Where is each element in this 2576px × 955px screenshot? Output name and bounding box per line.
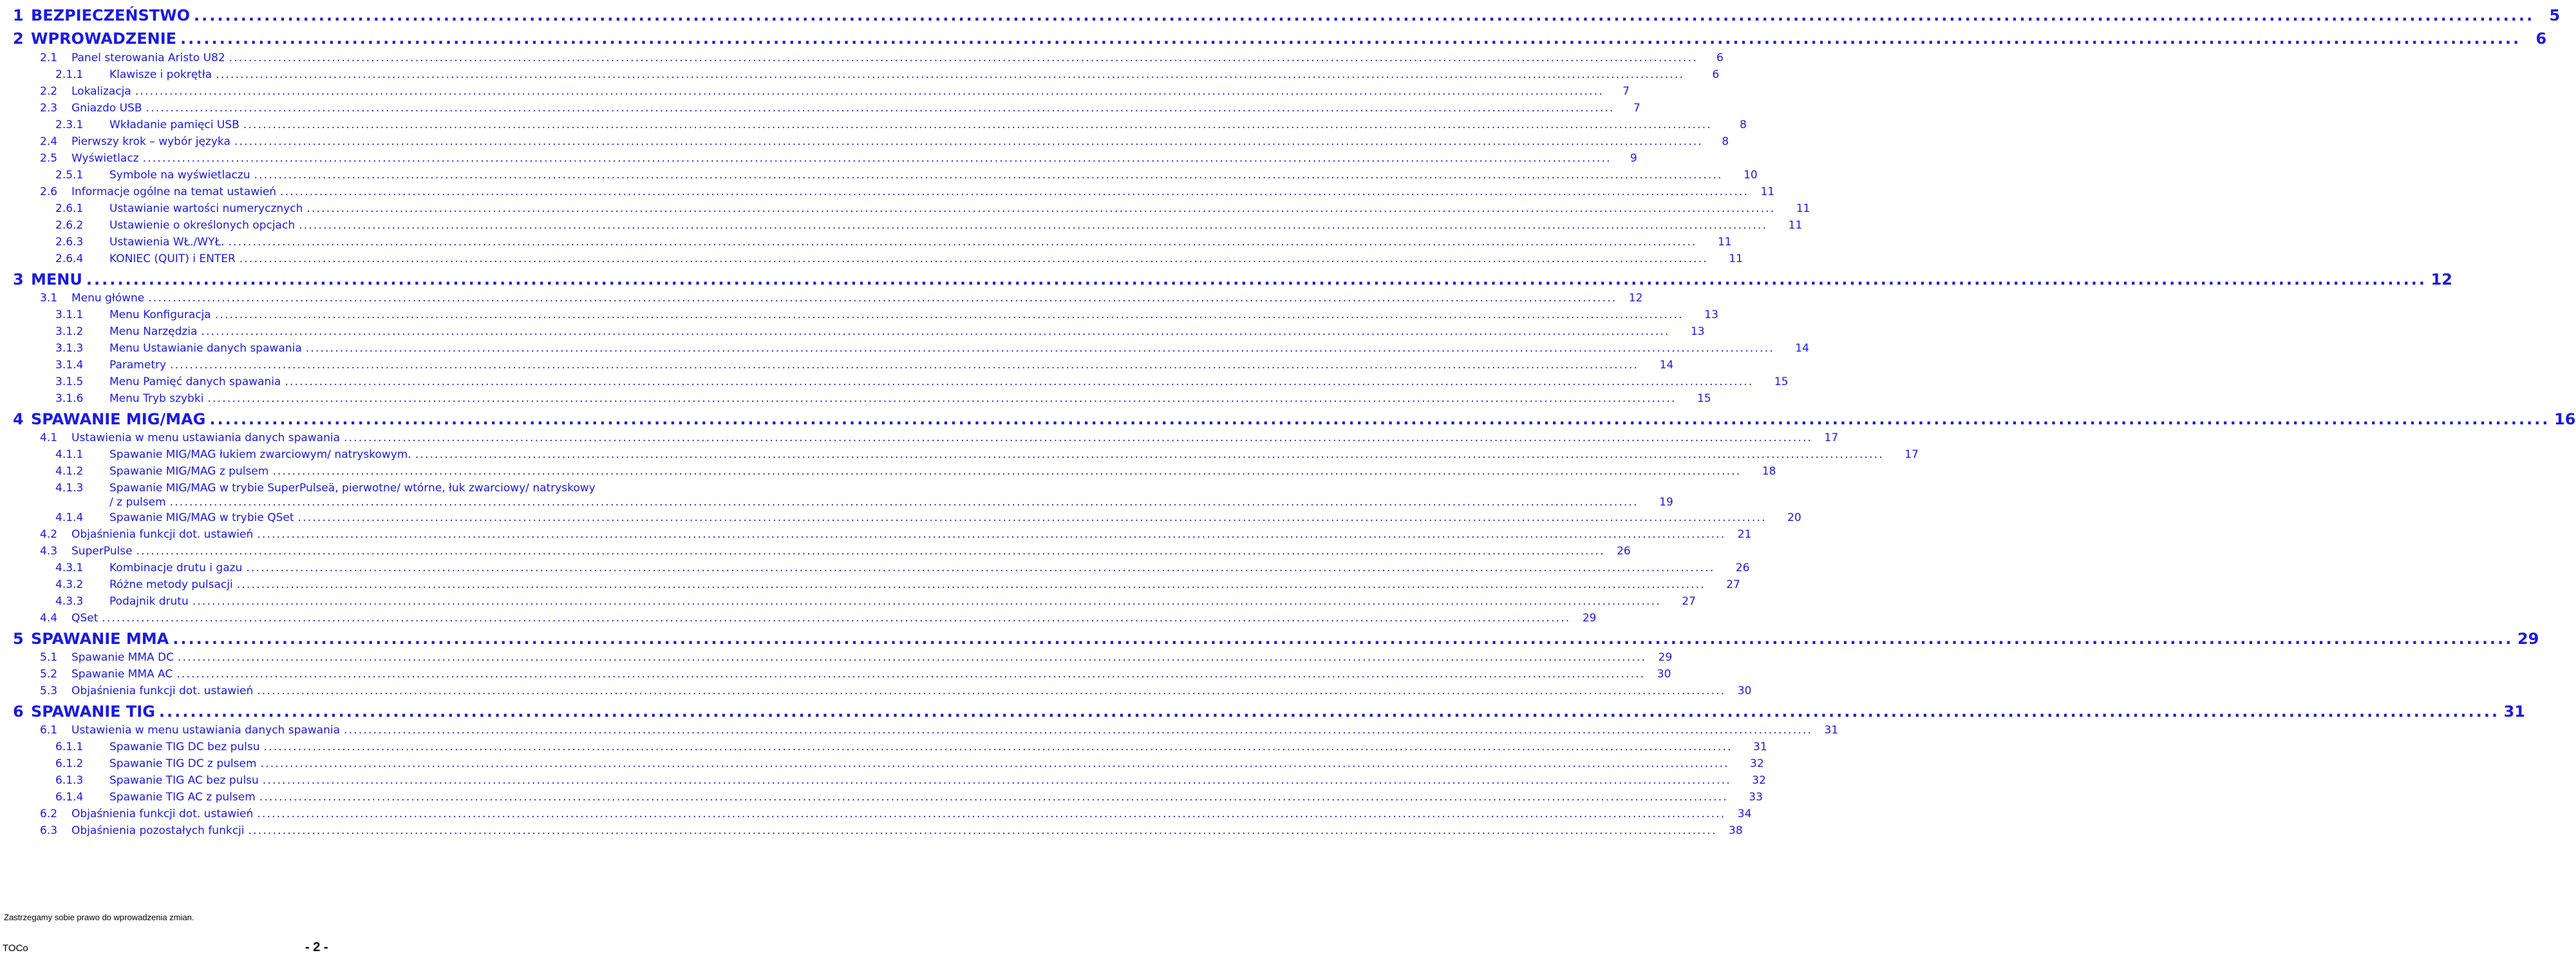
toc-entry-page: 21 xyxy=(1737,528,1752,541)
toc-entry-title: Spawanie MIG/MAG w trybie SuperPulseä, pierwotne/ wtórne, łuk zwarciowy/ natryskowy xyxy=(109,482,596,495)
toc-entry-title: Gniazdo USB xyxy=(71,102,142,115)
toc-entry-page: 29 xyxy=(2517,630,2539,648)
toc-entry-level-3[interactable] xyxy=(55,738,1767,753)
toc-entry-level-3[interactable] xyxy=(55,390,1711,405)
page-number: - 2 - xyxy=(305,940,328,954)
toc-entry-page: 13 xyxy=(1704,308,1718,321)
toc-entry-number: 6.1.4 xyxy=(55,791,84,804)
toc-entry-title: Ustawienia w menu ustawiania danych spawania xyxy=(71,724,341,737)
toc-dot-leader: ............................................................................................................................................................................................................................................................................................................ xyxy=(209,410,2550,428)
toc-entry-title: Objaśnienia pozostałych funkcji xyxy=(71,824,245,837)
toc-entry-level-3[interactable] xyxy=(55,592,1696,608)
toc-entry-title: Klawisze i pokrętła xyxy=(109,68,212,81)
toc-entry-title: Wkładanie pamięci USB xyxy=(109,118,240,131)
toc-entry-number: 2.6.4 xyxy=(55,252,84,265)
toc-entry-level-2[interactable] xyxy=(40,99,1641,115)
toc-entry-page: 11 xyxy=(1717,236,1732,249)
toc-entry-title: SuperPulse xyxy=(71,545,133,558)
toc-entry-page: 11 xyxy=(1796,202,1810,215)
toc-entry-page: 17 xyxy=(1824,431,1839,444)
toc-entry-number: 2.3 xyxy=(40,102,58,115)
toc-entry-page: 32 xyxy=(1752,774,1766,787)
toc-entry-page: 26 xyxy=(1735,562,1750,574)
toc-entry-title: Menu Konfiguracja xyxy=(109,308,211,321)
toc-entry-level-3[interactable] xyxy=(55,755,1764,770)
toc-entry-level-2[interactable] xyxy=(40,429,1839,444)
toc-entry-page: 27 xyxy=(1682,595,1696,608)
toc-entry-page: 11 xyxy=(1729,252,1743,265)
toc-dot-leader: ............................................................................................................................................................................................................................................................................................................ xyxy=(262,774,1731,787)
toc-dot-leader: ............................................................................................................................................................................................................................................................................................................ xyxy=(257,685,1726,697)
toc-entry-title: Symbole na wyświetlaczu xyxy=(109,169,250,182)
toc-entry-level-3[interactable] xyxy=(55,66,1720,81)
toc-dot-leader: ............................................................................................................................................................................................................................................................................................................ xyxy=(260,757,1729,770)
toc-entry-page: 11 xyxy=(1788,219,1803,232)
toc-dot-leader: ............................................................................................................................................................................................................................................................................................................ xyxy=(169,496,1639,509)
toc-entry-title: Ustawianie wartości numerycznych xyxy=(109,202,303,215)
toc-dot-leader: ............................................................................................................................................................................................................................................................................................................ xyxy=(243,118,1712,131)
toc-entry-number: 2.6 xyxy=(40,185,58,198)
toc-dot-leader: ............................................................................................................................................................................................................................................................................................................ xyxy=(173,630,2514,648)
toc-entry-level-3[interactable] xyxy=(55,462,1776,478)
toc-entry-title: Objaśnienia funkcji dot. ustawień xyxy=(71,685,254,697)
toc-entry-level-3[interactable] xyxy=(55,479,612,495)
toc-entry-number: 4 xyxy=(13,410,24,428)
toc-entry-level-3[interactable] xyxy=(55,233,1732,249)
toc-dot-leader: ............................................................................................................................................................................................................................................................................................................ xyxy=(86,270,2427,288)
toc-entry-title: Lokalizacja xyxy=(71,85,131,98)
toc-entry-level-3[interactable] xyxy=(55,306,1718,321)
toc-entry-page: 13 xyxy=(1690,325,1705,338)
toc-entry-title: Spawanie MIG/MAG z pulsem xyxy=(109,465,269,478)
toc-entry-page: 6 xyxy=(1712,68,1720,81)
toc-entry-number: 4.3 xyxy=(40,545,58,558)
toc-entry-title: Wyświetlacz xyxy=(71,152,139,165)
toc-entry-level-1[interactable] xyxy=(13,267,2453,288)
toc-entry-page: 19 xyxy=(1659,496,1673,509)
toc-entry-page: 38 xyxy=(1729,824,1743,837)
toc-entry-number: 6.1.2 xyxy=(55,757,84,770)
toc-dot-leader: ............................................................................................................................................................................................................................................................................................................ xyxy=(272,465,1742,478)
toc-entry-level-3[interactable] xyxy=(55,356,1674,372)
toc-entry-title: Ustawienia w menu ustawiania danych spawania xyxy=(71,431,341,444)
toc-entry-level-2[interactable] xyxy=(40,289,1643,305)
toc-entry-page: 14 xyxy=(1795,342,1809,355)
toc-entry-page: 26 xyxy=(1617,545,1631,558)
toc-entry-title: Podajnik drutu xyxy=(109,595,189,608)
toc-dot-leader: ............................................................................................................................................................................................................................................................................................................ xyxy=(170,359,1639,372)
toc-entry-number: 6.3 xyxy=(40,824,58,837)
toc-entry-page: 12 xyxy=(2430,270,2453,288)
toc-dot-leader: ............................................................................................................................................................................................................................................................................................................ xyxy=(344,724,1813,737)
toc-entry-level-3[interactable] xyxy=(55,166,1758,182)
toc-entry-page: 16 xyxy=(2554,410,2576,428)
toc-entry-level-3[interactable] xyxy=(55,200,1810,215)
toc-entry-page: 9 xyxy=(1630,152,1637,165)
toc-dot-leader: ............................................................................................................................................................................................................................................................................................................ xyxy=(214,308,1684,321)
toc-entry-number: 4.1.3 xyxy=(55,482,84,495)
toc-entry-number: 2 xyxy=(13,30,24,48)
toc-entry-number: 4.1.2 xyxy=(55,465,84,478)
toc-entry-title: Panel sterowania Aristo U82 xyxy=(71,52,225,64)
toc-entry-level-3[interactable] xyxy=(55,788,1763,804)
toc-dot-leader: ............................................................................................................................................................................................................................................................................................................ xyxy=(246,562,1715,574)
toc-entry-number: 2.6.2 xyxy=(55,219,84,232)
toc-entry-title: Parametry xyxy=(109,359,167,372)
toc-entry-number: 3.1.2 xyxy=(55,325,84,338)
toc-entry-title: Ustawienia WŁ./WYŁ. xyxy=(109,236,225,249)
toc-entry-level-2[interactable] xyxy=(40,82,1630,98)
toc-entry-number: 2.4 xyxy=(40,135,58,148)
toc-entry-page: 8 xyxy=(1740,118,1747,131)
toc-dot-leader: ............................................................................................................................................................................................................................................................................................................ xyxy=(207,392,1677,405)
toc-dot-leader: ............................................................................................................................................................................................................................................................................................................ xyxy=(194,6,2535,24)
toc-entry-title: Informacje ogólne na temat ustawień xyxy=(71,185,277,198)
toc-entry-title: Spawanie TIG DC bez pulsu xyxy=(109,741,260,753)
toc-entry-title: Objaśnienia funkcji dot. ustawień xyxy=(71,808,254,820)
toc-dot-leader: ............................................................................................................................................................................................................................................................................................................ xyxy=(259,791,1728,804)
toc-entry-number: 6.2 xyxy=(40,808,58,820)
toc-dot-leader: ............................................................................................................................................................................................................................................................................................................ xyxy=(236,578,1706,591)
toc-entry-level-3[interactable] xyxy=(55,509,1801,524)
toc-entry-number: 3.1.1 xyxy=(55,308,84,321)
toc-dot-leader: ............................................................................................................................................................................................................................................................................................................ xyxy=(176,668,1646,681)
toc-entry-number: 4.1.1 xyxy=(55,448,84,461)
toc-entry-level-1[interactable] xyxy=(13,3,2561,24)
toc-entry-number: 3.1.3 xyxy=(55,342,84,355)
toc-entry-level-2[interactable] xyxy=(40,542,1631,558)
toc-dot-leader: ............................................................................................................................................................................................................................................................................................................ xyxy=(136,545,1605,558)
toc-entry-title-continuation: / z pulsem xyxy=(109,496,166,509)
toc-entry-page: 8 xyxy=(1722,135,1729,148)
toc-entry-page: 29 xyxy=(1658,651,1673,664)
toc-dot-leader: ............................................................................................................................................................................................................................................................................................................ xyxy=(146,102,1615,115)
toc-dot-leader: ............................................................................................................................................................................................................................................................................................................ xyxy=(229,52,1698,64)
toc-entry-title: Menu główne xyxy=(71,292,145,305)
toc-entry-level-3[interactable] xyxy=(55,339,1809,355)
toc-entry-title: KONIEC (QUIT) i ENTER xyxy=(109,252,236,265)
toc-entry-title: Menu Tryb szybki xyxy=(109,392,204,405)
toc-entry-number: 2.6.1 xyxy=(55,202,84,215)
toc-entry-title: Kombinacje drutu i gazu xyxy=(109,562,243,574)
toc-entry-number: 4.3.2 xyxy=(55,578,84,591)
toc-dot-leader: ............................................................................................................................................................................................................................................................................................................ xyxy=(180,30,2521,48)
toc-entry-title: BEZPIECZEŃSTWO xyxy=(31,6,191,24)
toc-entry-number: 3.1 xyxy=(40,292,58,305)
toc-entry-page: 7 xyxy=(1622,85,1630,98)
toc-entry-level-3[interactable] xyxy=(55,216,1803,232)
toc-dot-leader: ............................................................................................................................................................................................................................................................................................................ xyxy=(263,741,1733,753)
toc-entry-level-2[interactable] xyxy=(40,665,1671,681)
toc-entry-title: MENU xyxy=(31,270,82,288)
toc-entry-page: 15 xyxy=(1774,375,1789,388)
toc-entry-page: 6 xyxy=(1716,52,1724,64)
toc-entry-page: 31 xyxy=(2503,703,2526,721)
toc-entry-number: 4.1.4 xyxy=(55,511,84,524)
toc-entry-title: Różne metody pulsacji xyxy=(109,578,233,591)
toc-entry-title: Menu Narzędzia xyxy=(109,325,198,338)
toc-entry-title: Spawanie MMA AC xyxy=(71,668,173,681)
toc-entry-level-3[interactable] xyxy=(55,446,1919,461)
toc-entry-number: 5.1 xyxy=(40,651,58,664)
toc-entry-number: 4.2 xyxy=(40,528,58,541)
toc-entry-level-3[interactable] xyxy=(55,323,1705,338)
toc-entry-level-2[interactable] xyxy=(40,721,1839,737)
toc-entry-level-1[interactable] xyxy=(13,406,2576,428)
toc-dot-leader: ............................................................................................................................................................................................................................................................................................................ xyxy=(192,595,1661,608)
toc-entry-number: 4.1 xyxy=(40,431,58,444)
toc-entry-level-2[interactable] xyxy=(40,648,1673,664)
toc-entry-level-1[interactable] xyxy=(13,626,2539,648)
toc-dot-leader: ............................................................................................................................................................................................................................................................................................................ xyxy=(135,85,1604,98)
toc-entry-page: 17 xyxy=(1904,448,1919,461)
toc-entry-title: SPAWANIE MMA xyxy=(31,630,169,648)
toc-entry-title: SPAWANIE TIG xyxy=(31,703,155,721)
toc-dot-leader: ............................................................................................................................................................................................................................................................................................................ xyxy=(102,612,1571,625)
toc-entry-page: 33 xyxy=(1749,791,1763,804)
toc-entry-number: 2.5 xyxy=(40,152,58,165)
toc-entry-level-3[interactable] xyxy=(55,559,1750,574)
toc-entry-number: 2.6.3 xyxy=(55,236,84,249)
toc-dot-leader: ............................................................................................................................................................................................................................................................................................................ xyxy=(254,169,1723,182)
toc-entry-page: 30 xyxy=(1657,668,1671,681)
toc-entry-number: 3.1.6 xyxy=(55,392,84,405)
toc-entry-title: QSet xyxy=(71,612,99,625)
toc-entry-level-2[interactable] xyxy=(40,133,1729,148)
toc-entry-title: WPROWADZENIE xyxy=(31,30,177,48)
toc-entry-level-3[interactable] xyxy=(55,116,1747,131)
toc-entry-page: 30 xyxy=(1737,685,1752,697)
toc-entry-title: Spawanie TIG AC z pulsem xyxy=(109,791,256,804)
toc-entry-number: 5.2 xyxy=(40,668,58,681)
toc-entry-level-1[interactable] xyxy=(13,699,2526,721)
toc-entry-number: 4.3.1 xyxy=(55,562,84,574)
toc-entry-title: Menu Ustawianie danych spawania xyxy=(109,342,302,355)
toc-entry-number: 6.1.3 xyxy=(55,774,84,787)
toc-entry-number: 6.1.1 xyxy=(55,741,84,753)
toc-entry-number: 3.1.4 xyxy=(55,359,84,372)
toc-entry-number: 5.3 xyxy=(40,685,58,697)
toc-entry-page: 6 xyxy=(2535,30,2547,48)
toc-entry-level-2[interactable] xyxy=(40,525,1752,541)
toc-entry-title: Pierwszy krok – wybór języka xyxy=(71,135,230,148)
toc-entry-title: Ustawienie o określonych opcjach xyxy=(109,219,296,232)
toc-entry-level-2[interactable] xyxy=(40,49,1724,64)
toc-dot-leader: ............................................................................................................................................................................................................................................................................................................ xyxy=(415,448,1884,461)
toc-entry-number: 2.1 xyxy=(40,52,58,64)
toc-dot-leader: ............................................................................................................................................................................................................................................................................................................ xyxy=(257,808,1726,820)
toc-entry-level-3[interactable] xyxy=(55,373,1789,388)
toc-entry-page: 29 xyxy=(1582,612,1597,625)
toc-entry-page: 7 xyxy=(1633,102,1641,115)
toc-dot-leader: ............................................................................................................................................................................................................................................................................................................ xyxy=(305,342,1774,355)
toc-entry-level-2[interactable] xyxy=(40,822,1743,837)
toc-entry-number: 6 xyxy=(13,703,24,721)
toc-entry-title: Menu Pamięć danych spawania xyxy=(109,375,281,388)
toc-dot-leader: ............................................................................................................................................................................................................................................................................................................ xyxy=(239,252,1708,265)
disclaimer-note: Zastrzegamy sobie prawo do wprowadzenia zmian. xyxy=(4,912,194,922)
toc-dot-leader: ............................................................................................................................................................................................................................................................................................................ xyxy=(344,431,1813,444)
toc-entry-number: 2.3.1 xyxy=(55,118,84,131)
toc-entry-title: Spawanie TIG DC z pulsem xyxy=(109,757,257,770)
toc-entry-page: 34 xyxy=(1737,808,1752,820)
toc-dot-leader: ............................................................................................................................................................................................................................................................................................................ xyxy=(142,152,1612,165)
toc-entry-title: SPAWANIE MIG/MAG xyxy=(31,410,206,428)
toc-entry-number: 4.3.3 xyxy=(55,595,84,608)
toc-entry-number: 2.2 xyxy=(40,85,58,98)
toc-dot-leader: ............................................................................................................................................................................................................................................................................................................ xyxy=(299,219,1768,232)
toc-entry-number: 6.1 xyxy=(40,724,58,737)
toc-entry-number: 5 xyxy=(13,630,24,648)
toc-entry-level-2[interactable] xyxy=(40,609,1597,625)
toc-entry-page: 20 xyxy=(1787,511,1801,524)
toc-entry-level-3[interactable] xyxy=(55,250,1743,265)
toc-entry-title: Spawanie MIG/MAG łukiem zwarciowym/ natryskowym. xyxy=(109,448,411,461)
toc-entry-page: 12 xyxy=(1628,292,1643,305)
toc-entry-page: 32 xyxy=(1750,757,1764,770)
toc-entry-number: 3.1.5 xyxy=(55,375,84,388)
toc-entry-title: Spawanie MMA DC xyxy=(71,651,174,664)
toc-entry-page: 5 xyxy=(2549,6,2561,24)
toc-dot-leader: ............................................................................................................................................................................................................................................................................................................ xyxy=(228,236,1697,249)
toc-dot-leader: ............................................................................................................................................................................................................................................................................................................ xyxy=(158,703,2500,721)
toc-dot-leader: ............................................................................................................................................................................................................................................................................................................ xyxy=(297,511,1767,524)
toc-entry-number: 1 xyxy=(13,6,24,24)
document-code: TOCo xyxy=(3,943,28,954)
toc-entry-title: Objaśnienia funkcji dot. ustawień xyxy=(71,528,254,541)
toc-entry-page: 11 xyxy=(1760,185,1775,198)
toc-entry-number: 2.1.1 xyxy=(55,68,84,81)
toc-entry-title: Spawanie TIG AC bez pulsu xyxy=(109,774,259,787)
toc-entry-number: 2.5.1 xyxy=(55,169,84,182)
toc-dot-leader: ............................................................................................................................................................................................................................................................................................................ xyxy=(285,375,1754,388)
toc-entry-page: 31 xyxy=(1753,741,1767,753)
toc-entry-level-3[interactable] xyxy=(55,771,1766,787)
toc-dot-leader: ............................................................................................................................................................................................................................................................................................................ xyxy=(178,651,1647,664)
toc-entry-level-3[interactable] xyxy=(55,576,1740,591)
toc-dot-leader: ............................................................................................................................................................................................................................................................................................................ xyxy=(201,325,1670,338)
toc-entry-page: 31 xyxy=(1824,724,1839,737)
toc-entry-level-2[interactable] xyxy=(40,149,1637,165)
toc-entry-page: 10 xyxy=(1744,169,1758,182)
toc-entry-continuation[interactable] xyxy=(109,493,1673,509)
toc-entry-level-2[interactable] xyxy=(40,805,1752,820)
toc-entry-number: 3 xyxy=(13,270,24,288)
toc-entry-title: Spawanie MIG/MAG w trybie QSet xyxy=(109,511,294,524)
toc-entry-number: 4.4 xyxy=(40,612,58,625)
toc-dot-leader: ............................................................................................................................................................................................................................................................................................................ xyxy=(306,202,1776,215)
toc-entry-level-2[interactable] xyxy=(40,183,1775,198)
toc-entry-level-2[interactable] xyxy=(40,682,1752,697)
toc-dot-leader: ............................................................................................................................................................................................................................................................................................................ xyxy=(280,185,1749,198)
toc-dot-leader: ............................................................................................................................................................................................................................................................................................................ xyxy=(216,68,1685,81)
toc-entry-page: 15 xyxy=(1697,392,1711,405)
toc-dot-leader: ............................................................................................................................................................................................................................................................................................................ xyxy=(248,824,1717,837)
toc-entry-level-1[interactable] xyxy=(13,26,2547,48)
toc-entry-page: 14 xyxy=(1659,359,1674,372)
toc-dot-leader: ............................................................................................................................................................................................................................................................................................................ xyxy=(148,292,1617,305)
toc-entry-page: 27 xyxy=(1726,578,1740,591)
toc-entry-page: 18 xyxy=(1762,465,1776,478)
toc-dot-leader: ............................................................................................................................................................................................................................................................................................................ xyxy=(257,528,1726,541)
toc-dot-leader: ............................................................................................................................................................................................................................................................................................................ xyxy=(234,135,1704,148)
